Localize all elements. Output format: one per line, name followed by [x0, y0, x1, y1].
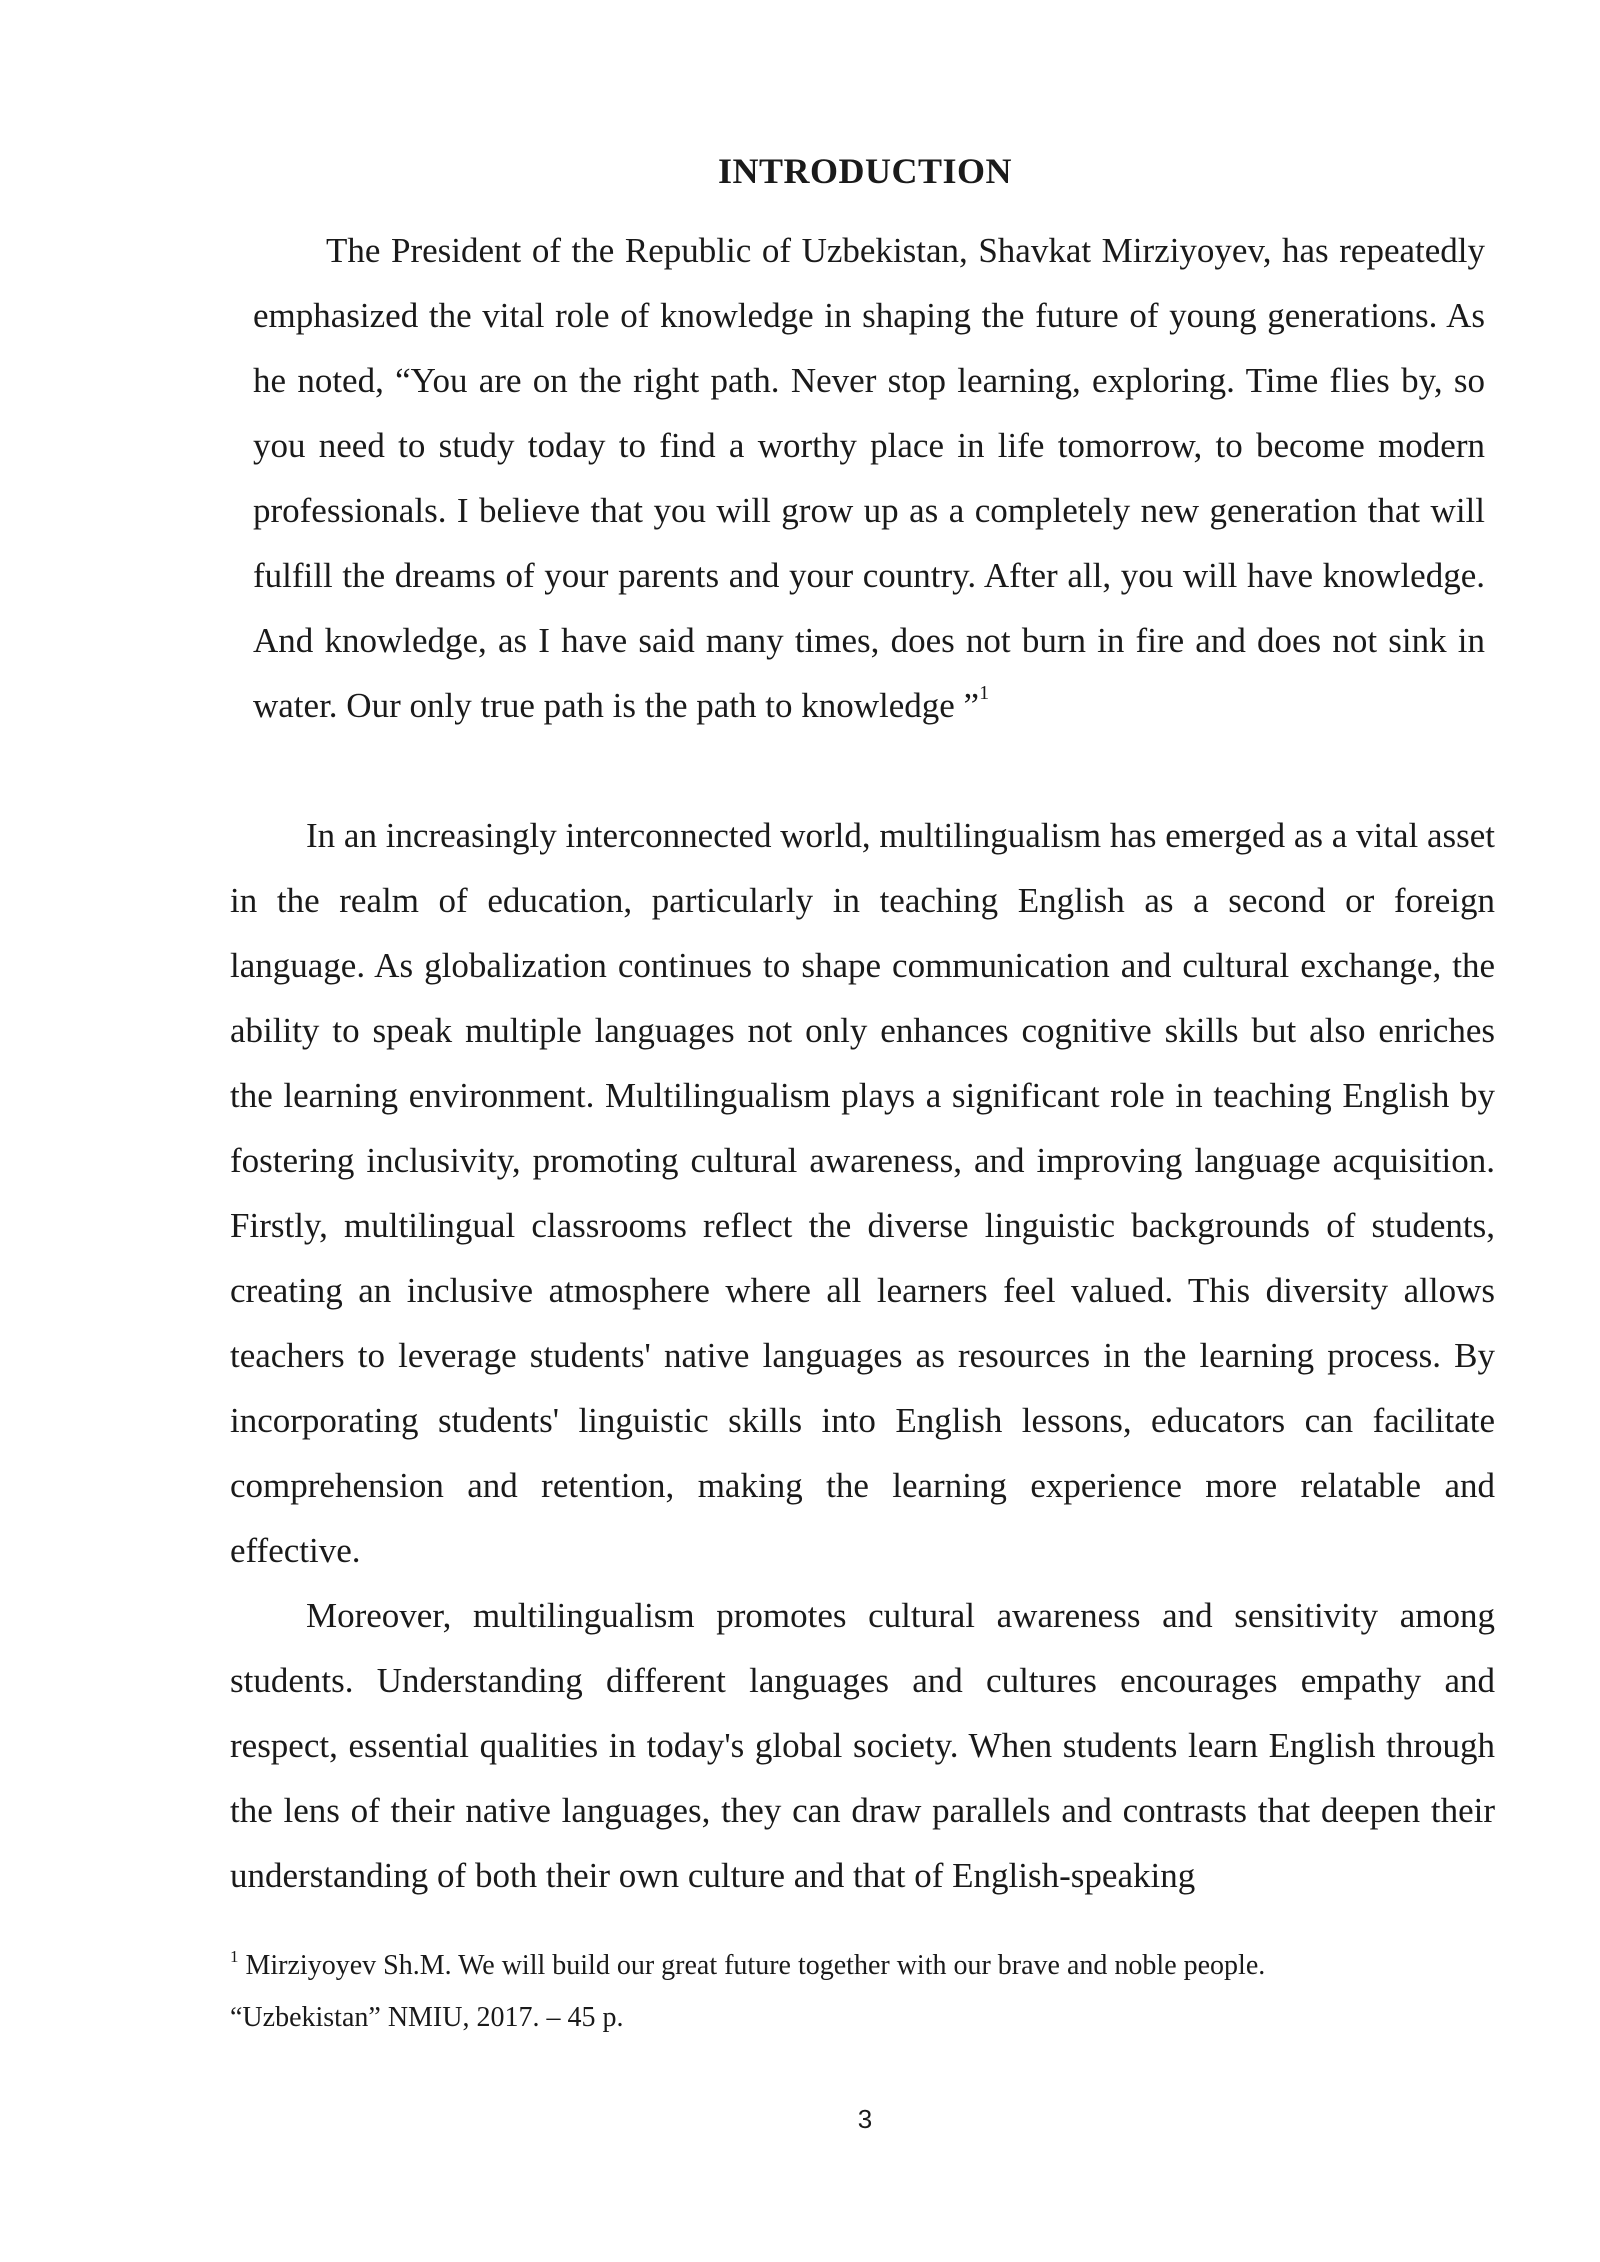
footnote-reference[interactable]: 1 [979, 682, 990, 704]
footnote-citation: Mirziyoyev Sh.M. We will build our great future together with our brave and noble people. [238, 1950, 1266, 1981]
paragraph-text: Moreover, multilingualism promotes cultural awareness and sensitivity among students. Understanding different languages and cultures encourages empathy and respect, essential qualities in today's global society. When students learn English through the lens of their native languages, they can draw parallels and contrasts that deepen their understanding of both their own culture and that of English-speaking [230, 1596, 1495, 1895]
footnote-line-1 [230, 1940, 1495, 1992]
paragraph-2 [230, 1583, 1495, 1908]
president-quote [253, 218, 1485, 738]
footnote-line-2: “Uzbekistan” NMIU, 2017. – 45 p. [230, 2002, 624, 2033]
page-number: 3 [857, 2104, 873, 2134]
footnote-marker: 1 [230, 1947, 239, 1966]
footnote [230, 1940, 1495, 2044]
page-title: INTRODUCTION [717, 151, 1013, 191]
quote-text: The President of the Republic of Uzbekistan, Shavkat Mirziyoyev, has repeatedly emphasized the vital role of knowledge in shaping the future of young generations. As he noted, “You are on the right path. Never stop learning, exploring. Time flies by, so you need to study today to find a worthy place in life tomorrow, to become modern professionals. I believe that you will grow up as a completely new generation that will fulfill the dreams of your parents and your country. After all, you will have knowledge. And knowledge, as I have said many times, does not burn in fire and does not sink in water. Our only true path is the path to knowledge ” [253, 231, 1485, 725]
paragraph-text: In an increasingly interconnected world, multilingualism has emerged as a vital asset in the realm of education, particularly in teaching English as a second or foreign language. As globalization continues to shape communication and cultural exchange, the ability to speak multiple languages not only enhances cognitive skills but also enriches the learning environment. Multilingualism plays a significant role in teaching English by fostering inclusivity, promoting cultural awareness, and improving language acquisition. Firstly, multilingual classrooms reflect the diverse linguistic backgrounds of students, creating an inclusive atmosphere where all learners feel valued. This diversity allows teachers to leverage students' native languages as resources in the learning process. By incorporating students' linguistic skills into English lessons, educators can facilitate comprehension and retention, making the learning experience more relatable and effective. [230, 816, 1496, 1570]
paragraph-1 [230, 803, 1495, 1583]
